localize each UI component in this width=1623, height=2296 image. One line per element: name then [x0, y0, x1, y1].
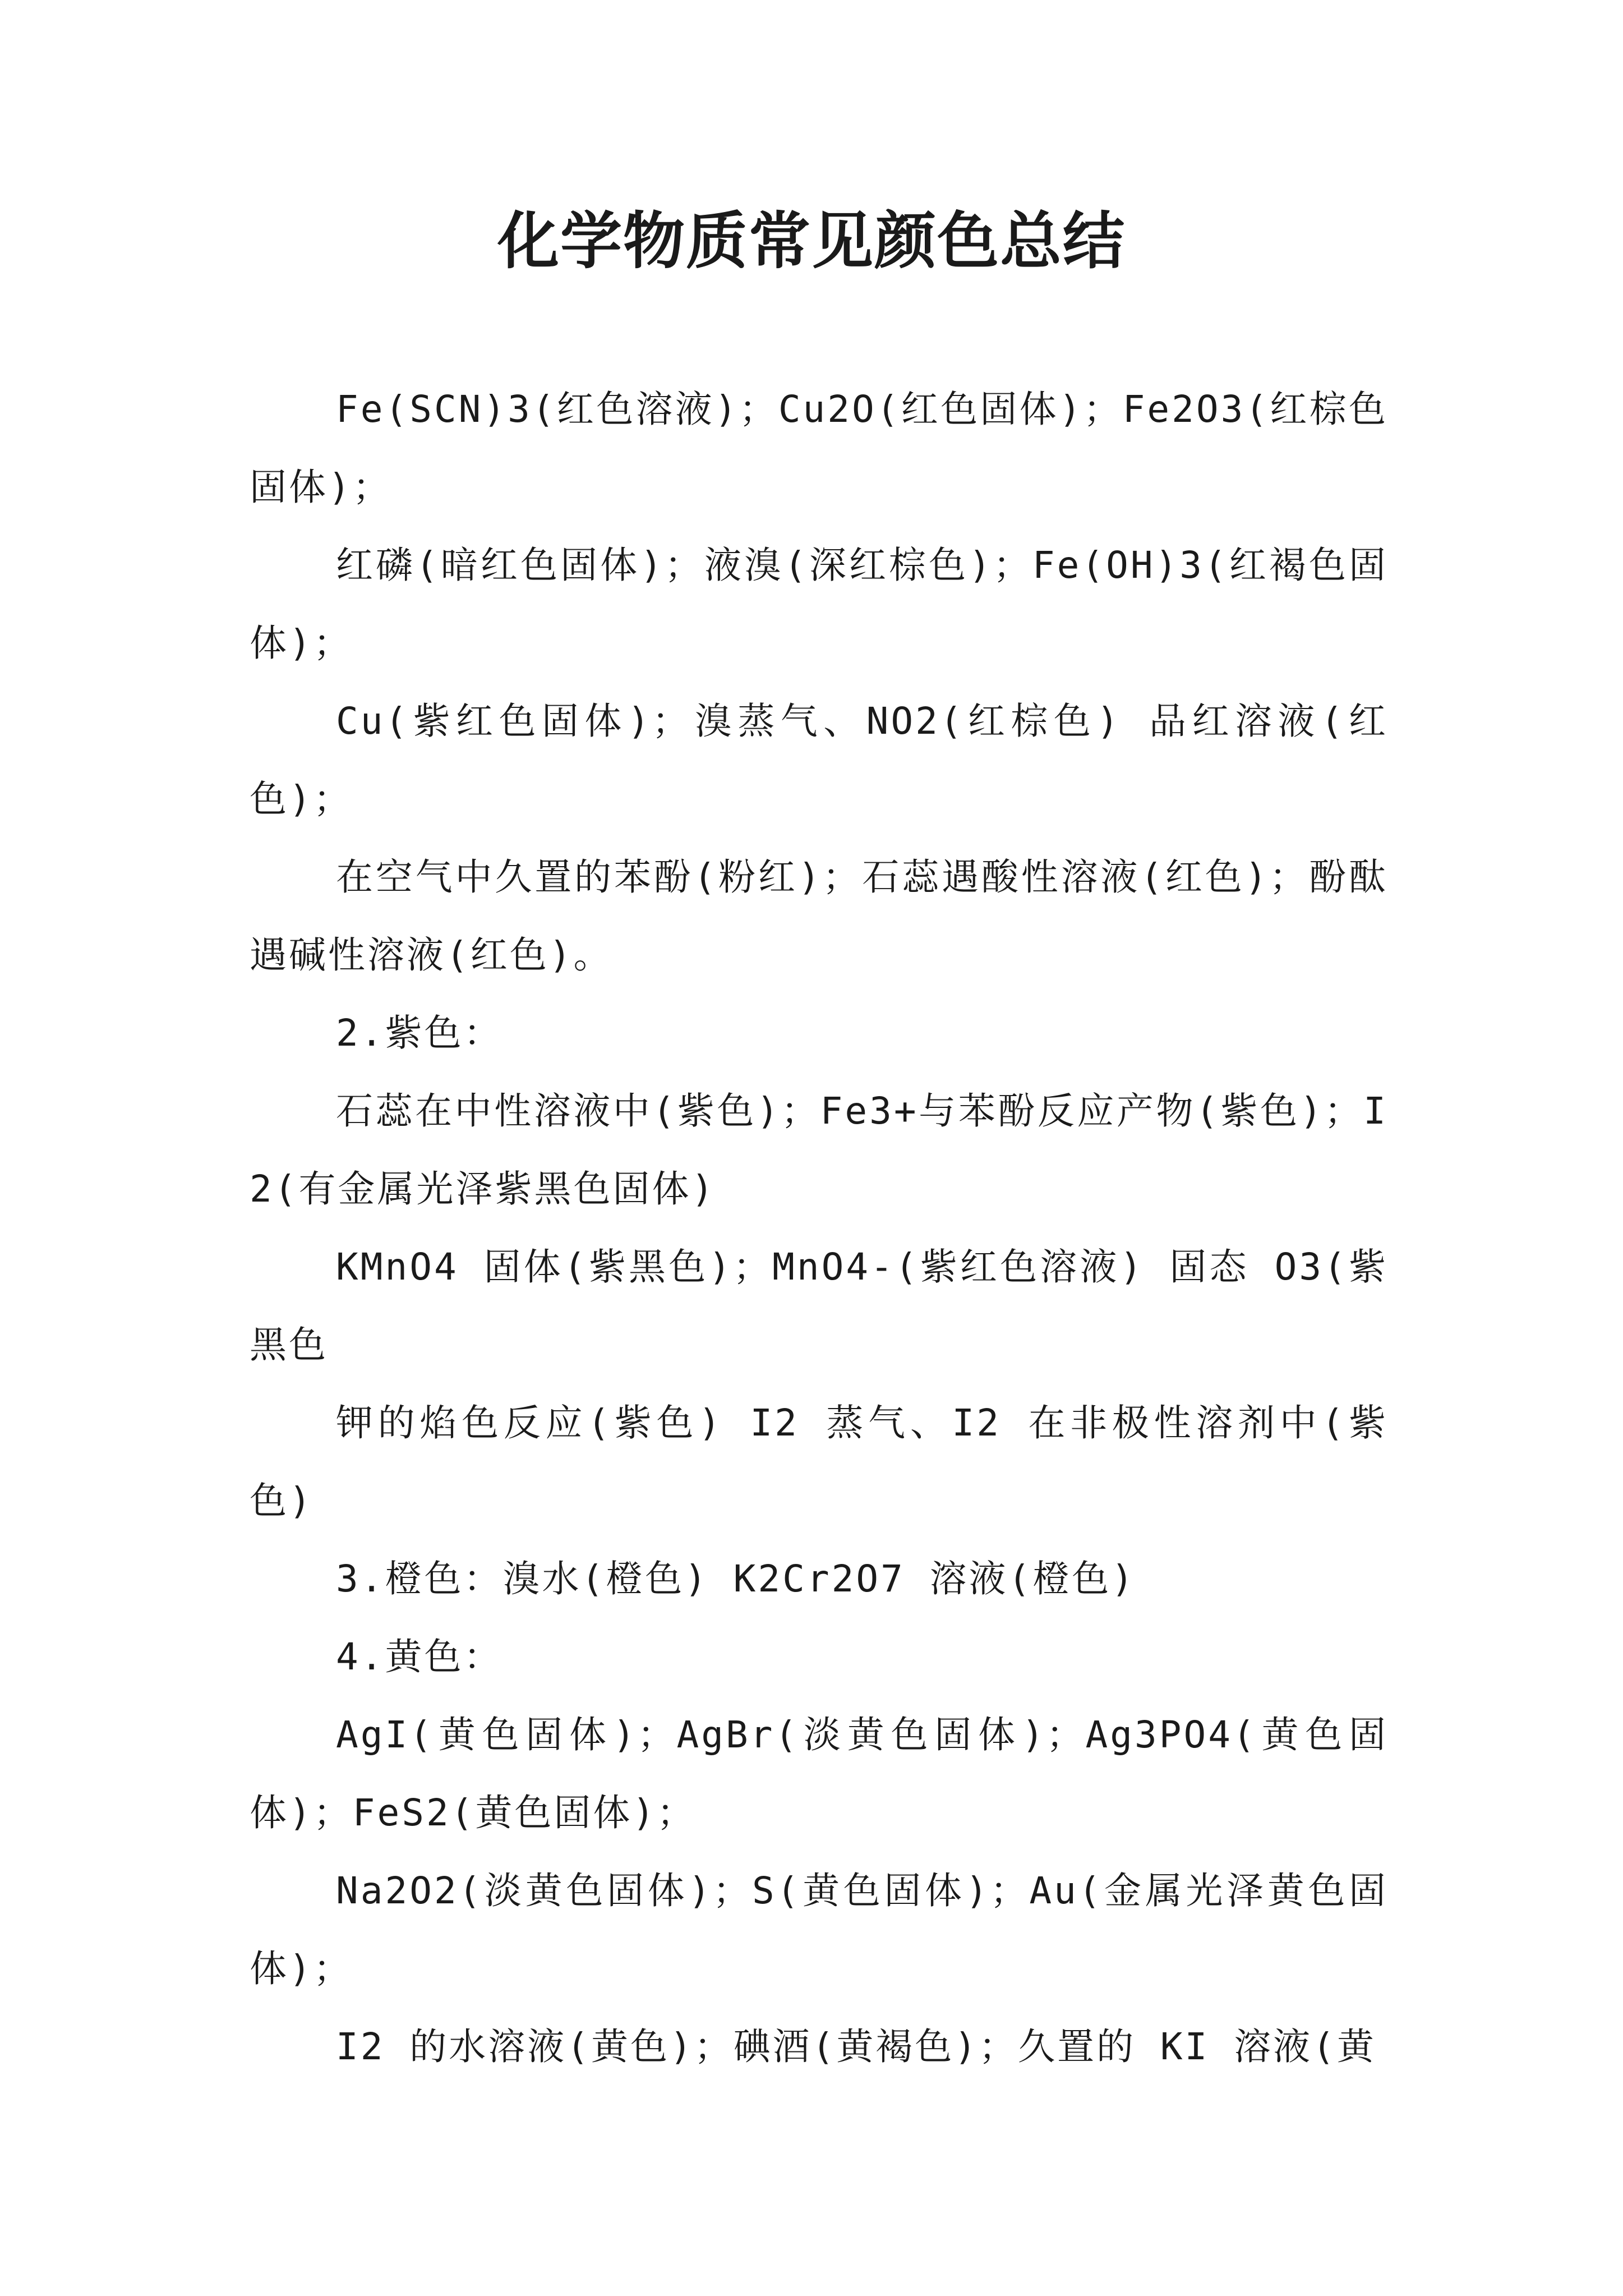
paragraph: I2 的水溶液(黄色)；碘酒(黄褐色)；久置的 KI 溶液(黄 — [336, 2025, 1376, 2068]
section-heading-orange: 3.橙色：溴水(橙色) K2Cr2O7 溶液(橙色) — [336, 1557, 1136, 1600]
paragraph: 红磷(暗红色固体)；液溴(深红棕色)；Fe(OH)3(红褐色固体)； — [250, 544, 1388, 665]
section-heading-purple: 2.紫色： — [336, 1011, 503, 1055]
section-heading-yellow: 4.黄色： — [336, 1635, 503, 1678]
paragraph: AgI(黄色固体)；AgBr(淡黄色固体)；Ag3PO4(黄色固体)；FeS2(黄色固体)； — [250, 1713, 1388, 1834]
document-body — [250, 370, 1388, 2086]
paragraph: Fe(SCN)3(红色溶液)；Cu2O(红色固体)；Fe2O3(红棕色固体)； — [250, 388, 1388, 509]
paragraph: Na2O2(淡黄色固体)；S(黄色固体)；Au(金属光泽黄色固体)； — [250, 1869, 1388, 1990]
paragraph: 石蕊在中性溶液中(紫色)；Fe3+与苯酚反应产物(紫色)；I2(有金属光泽紫黑色固体) — [250, 1089, 1388, 1211]
document-title: 化学物质常见颜色总结 — [497, 205, 1126, 277]
paragraph: Cu(紫红色固体)；溴蒸气、NO2(红棕色) 品红溶液(红色)； — [250, 700, 1388, 821]
paragraph: KMnO4 固体(紫黑色)；MnO4-(紫红色溶液) 固态 O3(紫黑色 — [250, 1245, 1388, 1366]
paragraph: 钾的焰色反应(紫色) I2 蒸气、I2 在非极性溶剂中(紫色) — [250, 1401, 1388, 1522]
paragraph: 在空气中久置的苯酚(粉红)；石蕊遇酸性溶液(红色)；酚酞遇碱性溶液(红色)。 — [250, 855, 1388, 977]
